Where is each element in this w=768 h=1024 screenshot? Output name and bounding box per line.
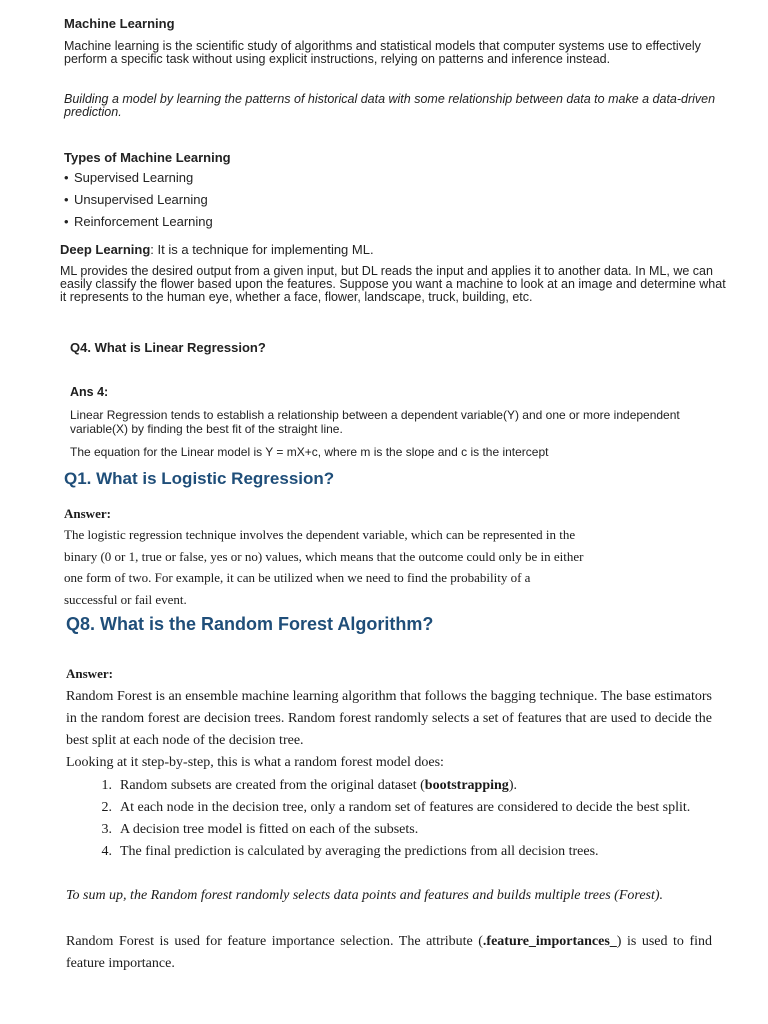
list-item: • Unsupervised Learning [64,192,208,207]
list-item: 1. Random subsets are created from the original dataset (bootstrapping). [101,778,517,793]
q1-answer-label: Answer: [64,506,111,521]
q4-equation: The equation for the Linear model is Y = mX+c, where m is the slope and c is the intercept [70,445,549,459]
q1-line: one form of two. For example, it can be utilized when we need to find the probability of a [64,570,531,585]
q8-closing: Random Forest is used for feature importance selection. The attribute (.feature_importances_) is used to find feature importance. [66,934,712,971]
list-item: • Supervised Learning [64,170,194,185]
q8-steps [90,775,712,863]
q1-question: Q1. What is Logistic Regression? [64,469,335,488]
ml-model-note: Building a model by learning the patterns of historical data with some relationship between data to make a data-driven prediction. [64,92,716,119]
list-item: 4. The final prediction is calculated by averaging the predictions from all decision trees. [101,844,599,859]
ml-definition: Machine learning is the scientific study of algorithms and statistical models that computer systems use to effectively perform a specific task without using explicit instructions, relying on patterns and inference instead. [64,39,701,66]
dl-definition: Deep Learning: It is a technique for implementing ML. [60,242,374,257]
q1-answer [64,524,684,610]
q1-line: successful or fail event. [64,591,187,607]
q8-answer-label: Answer: [66,666,113,681]
q8-intro: Random Forest is an ensemble machine learning algorithm that follows the bagging technique. The base estimators in the random forest are decision trees. Random forest randomly selects a set of features that are used to decide the best split at each node of the decision tree. [66,689,712,748]
q4-answer-label: Ans 4: [70,385,109,399]
q4-para: Linear Regression tends to establish a relationship between a dependent variable(Y) and one or more independent variable(X) by finding the best fit of the straight line. [70,408,680,436]
types-list [64,167,213,233]
q4-question: Q4. What is Linear Regression? [70,340,266,355]
types-heading: Types of Machine Learning [64,150,231,165]
q1-line: binary (0 or 1, true or false, yes or no) values, which means that the outcome could only be in either [64,548,584,564]
ml-heading: Machine Learning [64,16,175,31]
dl-term: Deep Learning [60,242,151,257]
dl-paragraph: ML provides the desired output from a given input, but DL reads the input and applies it to another data. In ML, we can easily classify the flower based upon the features. Suppose you want a machine to look at an image and determine what it represents to the human eye, whether a face, flower, landscape, truck, building, etc. [60,264,726,304]
list-item: 2. At each node in the decision tree, only a random set of features are considered to decide the best split. [101,800,691,815]
list-item: • Reinforcement Learning [64,214,213,229]
q8-lead: Looking at it step-by-step, this is what a random forest model does: [66,755,444,770]
q1-line: The logistic regression technique involves the dependent variable, which can be represented in the [64,527,576,542]
list-item: 3. A decision tree model is fitted on each of the subsets. [101,822,419,837]
q8-summary: To sum up, the Random forest randomly selects data points and features and builds multiple trees (Forest). [66,888,664,903]
q8-question: Q8. What is the Random Forest Algorithm? [66,614,434,634]
